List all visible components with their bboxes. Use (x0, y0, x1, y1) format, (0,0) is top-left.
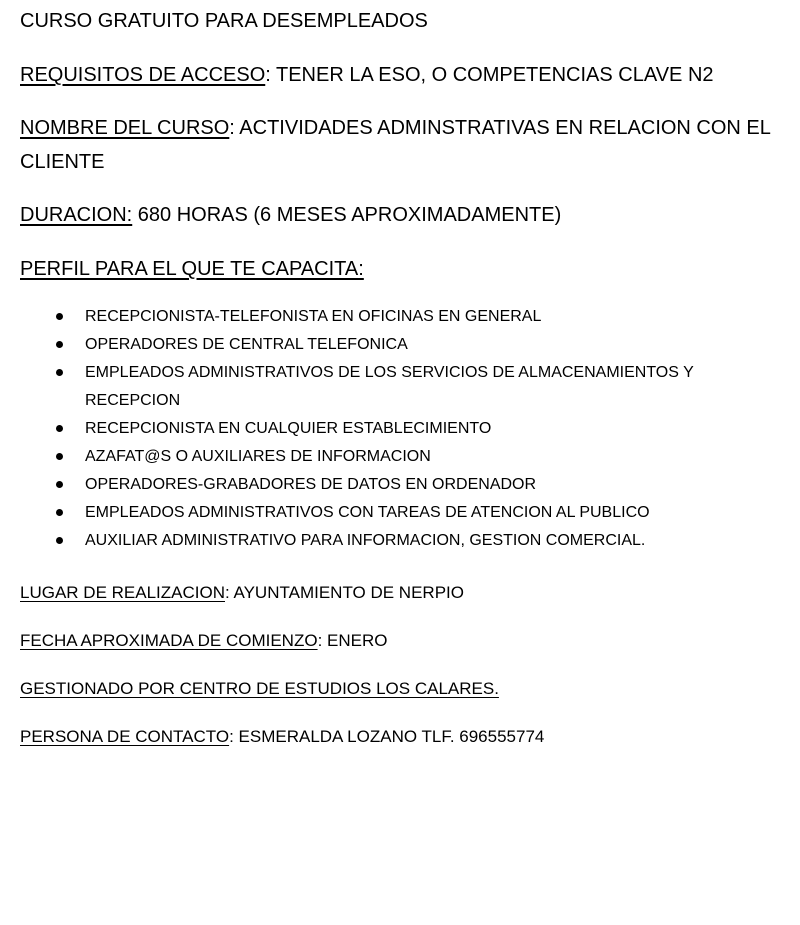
bullet-icon (56, 313, 63, 320)
list-item-text: AUXILIAR ADMINISTRATIVO PARA INFORMACION, GESTION COMERCIAL. (85, 532, 646, 549)
list-item-text: RECEPCIONISTA-TELEFONISTA EN OFICINAS EN GENERAL (85, 308, 542, 325)
fecha-value: : ENERO (317, 631, 388, 650)
list-item (50, 499, 750, 527)
list-item (50, 331, 750, 359)
lugar-value: : AYUNTAMIENTO DE NERPIO (225, 583, 464, 602)
list-item (50, 443, 750, 471)
list-item (50, 471, 750, 499)
nombre-label: NOMBRE DEL CURSO (20, 117, 230, 139)
requisitos-label: REQUISITOS DE ACCESO (20, 64, 266, 86)
list-item-text: EMPLEADOS ADMINISTRATIVOS CON TAREAS DE ATENCION AL PUBLICO (85, 504, 650, 521)
lugar-label: LUGAR DE REALIZACION (20, 583, 225, 602)
nombre-value: : ACTIVIDADES ADMINSTRATIVAS EN RELACION CON EL CLIENTE (20, 117, 771, 173)
contacto-value: : ESMERALDA LOZANO TLF. 696555774 (229, 727, 545, 746)
duracion-value: 680 HORAS (6 MESES APROXIMADAMENTE) (132, 204, 562, 226)
list-item (50, 303, 750, 331)
list-item-text: OPERADORES-GRABADORES DE DATOS EN ORDENADOR (85, 476, 537, 493)
contacto-line (20, 724, 544, 750)
perfil-list (50, 303, 750, 555)
bullet-icon (56, 509, 63, 516)
nombre-line (20, 111, 790, 179)
requisitos-line (20, 58, 714, 92)
bullet-icon (56, 369, 63, 376)
bullet-icon (56, 341, 63, 348)
bullet-icon (56, 481, 63, 488)
list-item (50, 527, 750, 555)
gestionado-line (20, 676, 499, 702)
contacto-label: PERSONA DE CONTACTO (20, 727, 230, 746)
bullet-icon (56, 537, 63, 544)
list-item (50, 359, 750, 415)
list-item-text: AZAFAT@S O AUXILIARES DE INFORMACION (85, 448, 431, 465)
gestionado-label: GESTIONADO POR CENTRO DE ESTUDIOS LOS CALARES. (20, 679, 499, 698)
fecha-line (20, 628, 387, 654)
bullet-icon (56, 425, 63, 432)
duracion-line (20, 198, 561, 232)
list-item-text: EMPLEADOS ADMINISTRATIVOS DE LOS SERVICIOS DE ALMACENAMIENTOS Y RECEPCION (85, 364, 694, 409)
list-item (50, 415, 750, 443)
course-title: CURSO GRATUITO PARA DESEMPLEADOS (20, 10, 428, 32)
list-item-text: RECEPCIONISTA EN CUALQUIER ESTABLECIMIENTO (85, 420, 492, 437)
duracion-label: DURACION: (20, 204, 133, 226)
lugar-line (20, 580, 464, 606)
bullet-icon (56, 453, 63, 460)
perfil-label: PERFIL PARA EL QUE TE CAPACITA: (20, 258, 364, 280)
perfil-heading (20, 252, 364, 286)
list-item-text: OPERADORES DE CENTRAL TELEFONICA (85, 336, 408, 353)
fecha-label: FECHA APROXIMADA DE COMIENZO (20, 631, 318, 650)
requisitos-value: : TENER LA ESO, O COMPETENCIAS CLAVE N2 (265, 64, 714, 86)
